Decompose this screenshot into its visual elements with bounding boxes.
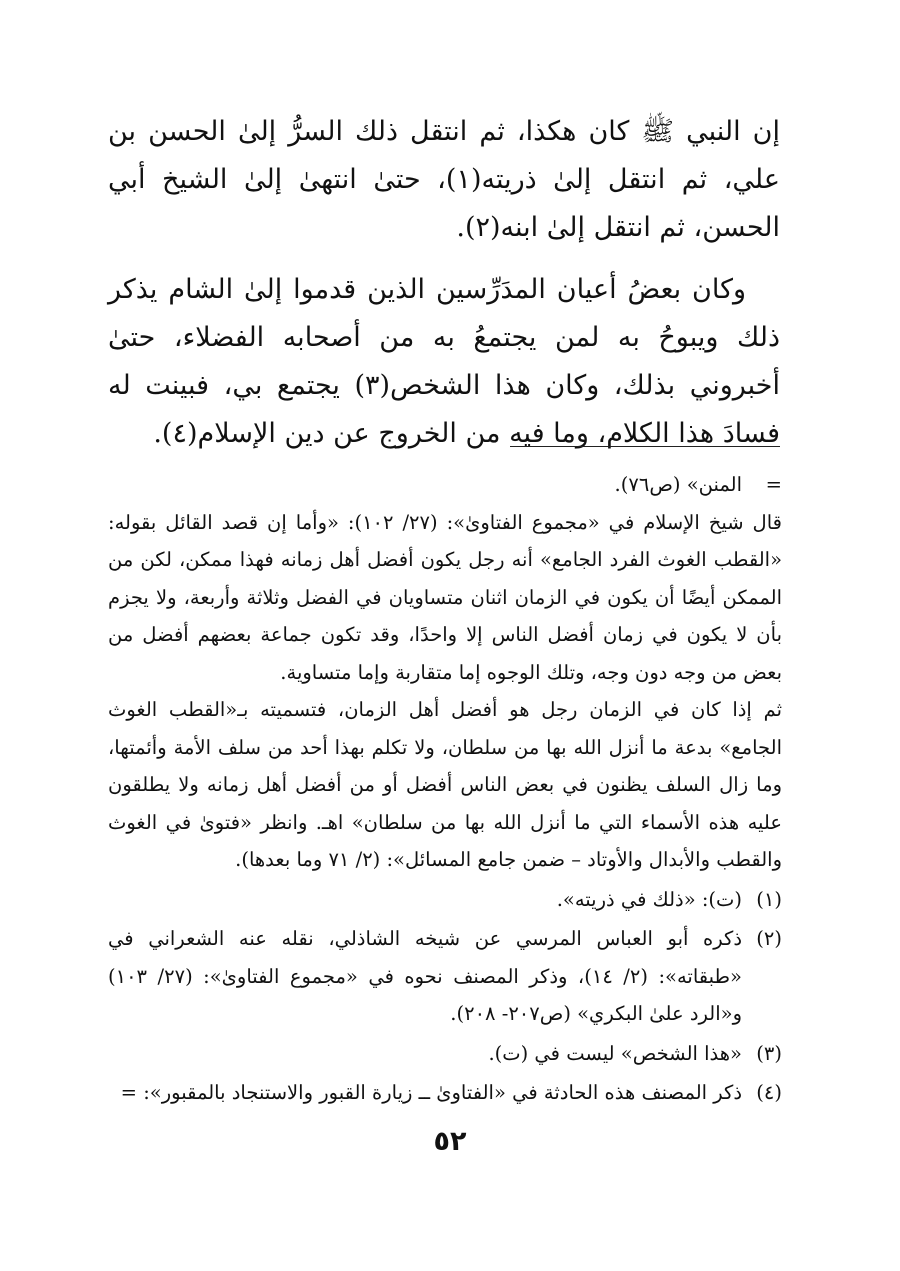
continuation-line-1: المنن» (ص٧٦). [614, 473, 742, 496]
footnote-text: «هذا الشخص» ليست في (ت). [488, 1041, 742, 1065]
footnote-continuation [108, 466, 782, 504]
footnote-marker: (١) [756, 887, 782, 911]
footnote-2 [108, 920, 782, 1033]
continuation-quote [108, 504, 782, 879]
main-text [108, 108, 780, 458]
footnote-4 [108, 1074, 782, 1112]
page-number: ٥٢ [433, 1126, 467, 1157]
main-paragraph-2: وكان بعضُ أعيان المدَرِّسين الذين قدموا إلىٰ الشام يذكر ذلك ويبوحُ به لمن يجتمعُ به من أصحابه الفضلاء، حتىٰ أخبروني بذلك، وكان هذا الشخص(٣) يجتمع بي، فبينت له فسادَ هذا الكلام، وما فيه من الخروج عن دين الإسلام(٤). [108, 274, 780, 449]
footnote-marker: (٢) [756, 927, 782, 950]
footnotes [108, 466, 782, 1112]
footnote-divider [510, 446, 780, 447]
footnote-text: (ت): «ذلك في ذريته». [556, 887, 742, 911]
footnote-text: ذكره أبو العباس المرسي عن شيخه الشاذلي، نقله عنه الشعراني في «طبقاته»: (٢/ ١٤)، وذكر المصنف نحوه في «مجموع الفتاوىٰ»: (٢٧/ ١٠٣) و«الرد علىٰ البكري» (ص٢٠٧- ٢٠٨). [108, 927, 742, 1025]
continuation-line-3: ثم إذا كان في الزمان رجل هو أفضل أهل الزمان، فتسميته بـ«القطب الغوث الجامع» بدعة ما أنزل الله بها من سلطان، ولا تكلم بهذا أحد من سلف الأمة وأئمتها، وما زال السلف يظنون في بعض الناس أفضل أو من أفضل أهل زمانه ولا يطلقون عليه هذه الأسماء التي ما أنزل الله بها من سلطان» اهـ. وانظر «فتوىٰ في الغوث والقطب والأبدال والأوتاد – ضمن جامع المسائل»: (٢/ ٧١ وما بعدها). [108, 698, 782, 871]
continuation-line-2: قال شيخ الإسلام في «مجموع الفتاوىٰ»: (٢٧/ ١٠٢): «وأما إن قصد القائل بقوله: «القطب الغوث الفرد الجامع» أنه رجل يكون أفضل أهل زمانه فهذا ممكن، لكن من الممكن أيضًا أن يكون في الزمان اثنان متساويان في الفضل وثلاثة وأربعة، ولا يجزم بأن لا يكون في زمان أفضل الناس إلا واحدًا، وقد تكون جماعة بعضهم أفضل من بعض من وجه دون وجه، وتلك الوجوه إما متقاربة وإما متساوية. [108, 510, 782, 684]
main-paragraph-1: إن النبي ﷺ كان هكذا، ثم انتقل ذلك السرُّ إلىٰ الحسن بن علي، ثم انتقل إلىٰ ذريته(١)، حتىٰ انتهىٰ إلىٰ الشيخ أبي الحسن، ثم انتقل إلىٰ ابنه(٢). [108, 116, 780, 243]
continuation-marker: = [765, 473, 782, 496]
footnote-3 [108, 1035, 782, 1073]
footnote-1 [108, 881, 782, 919]
footnote-marker: (٤) [756, 1081, 782, 1104]
footnote-text: ذكر المصنف هذه الحادثة في «الفتاوىٰ ــ زيارة القبور والاستنجاد بالمقبور»: = [120, 1081, 742, 1104]
footnote-marker: (٣) [756, 1041, 782, 1065]
